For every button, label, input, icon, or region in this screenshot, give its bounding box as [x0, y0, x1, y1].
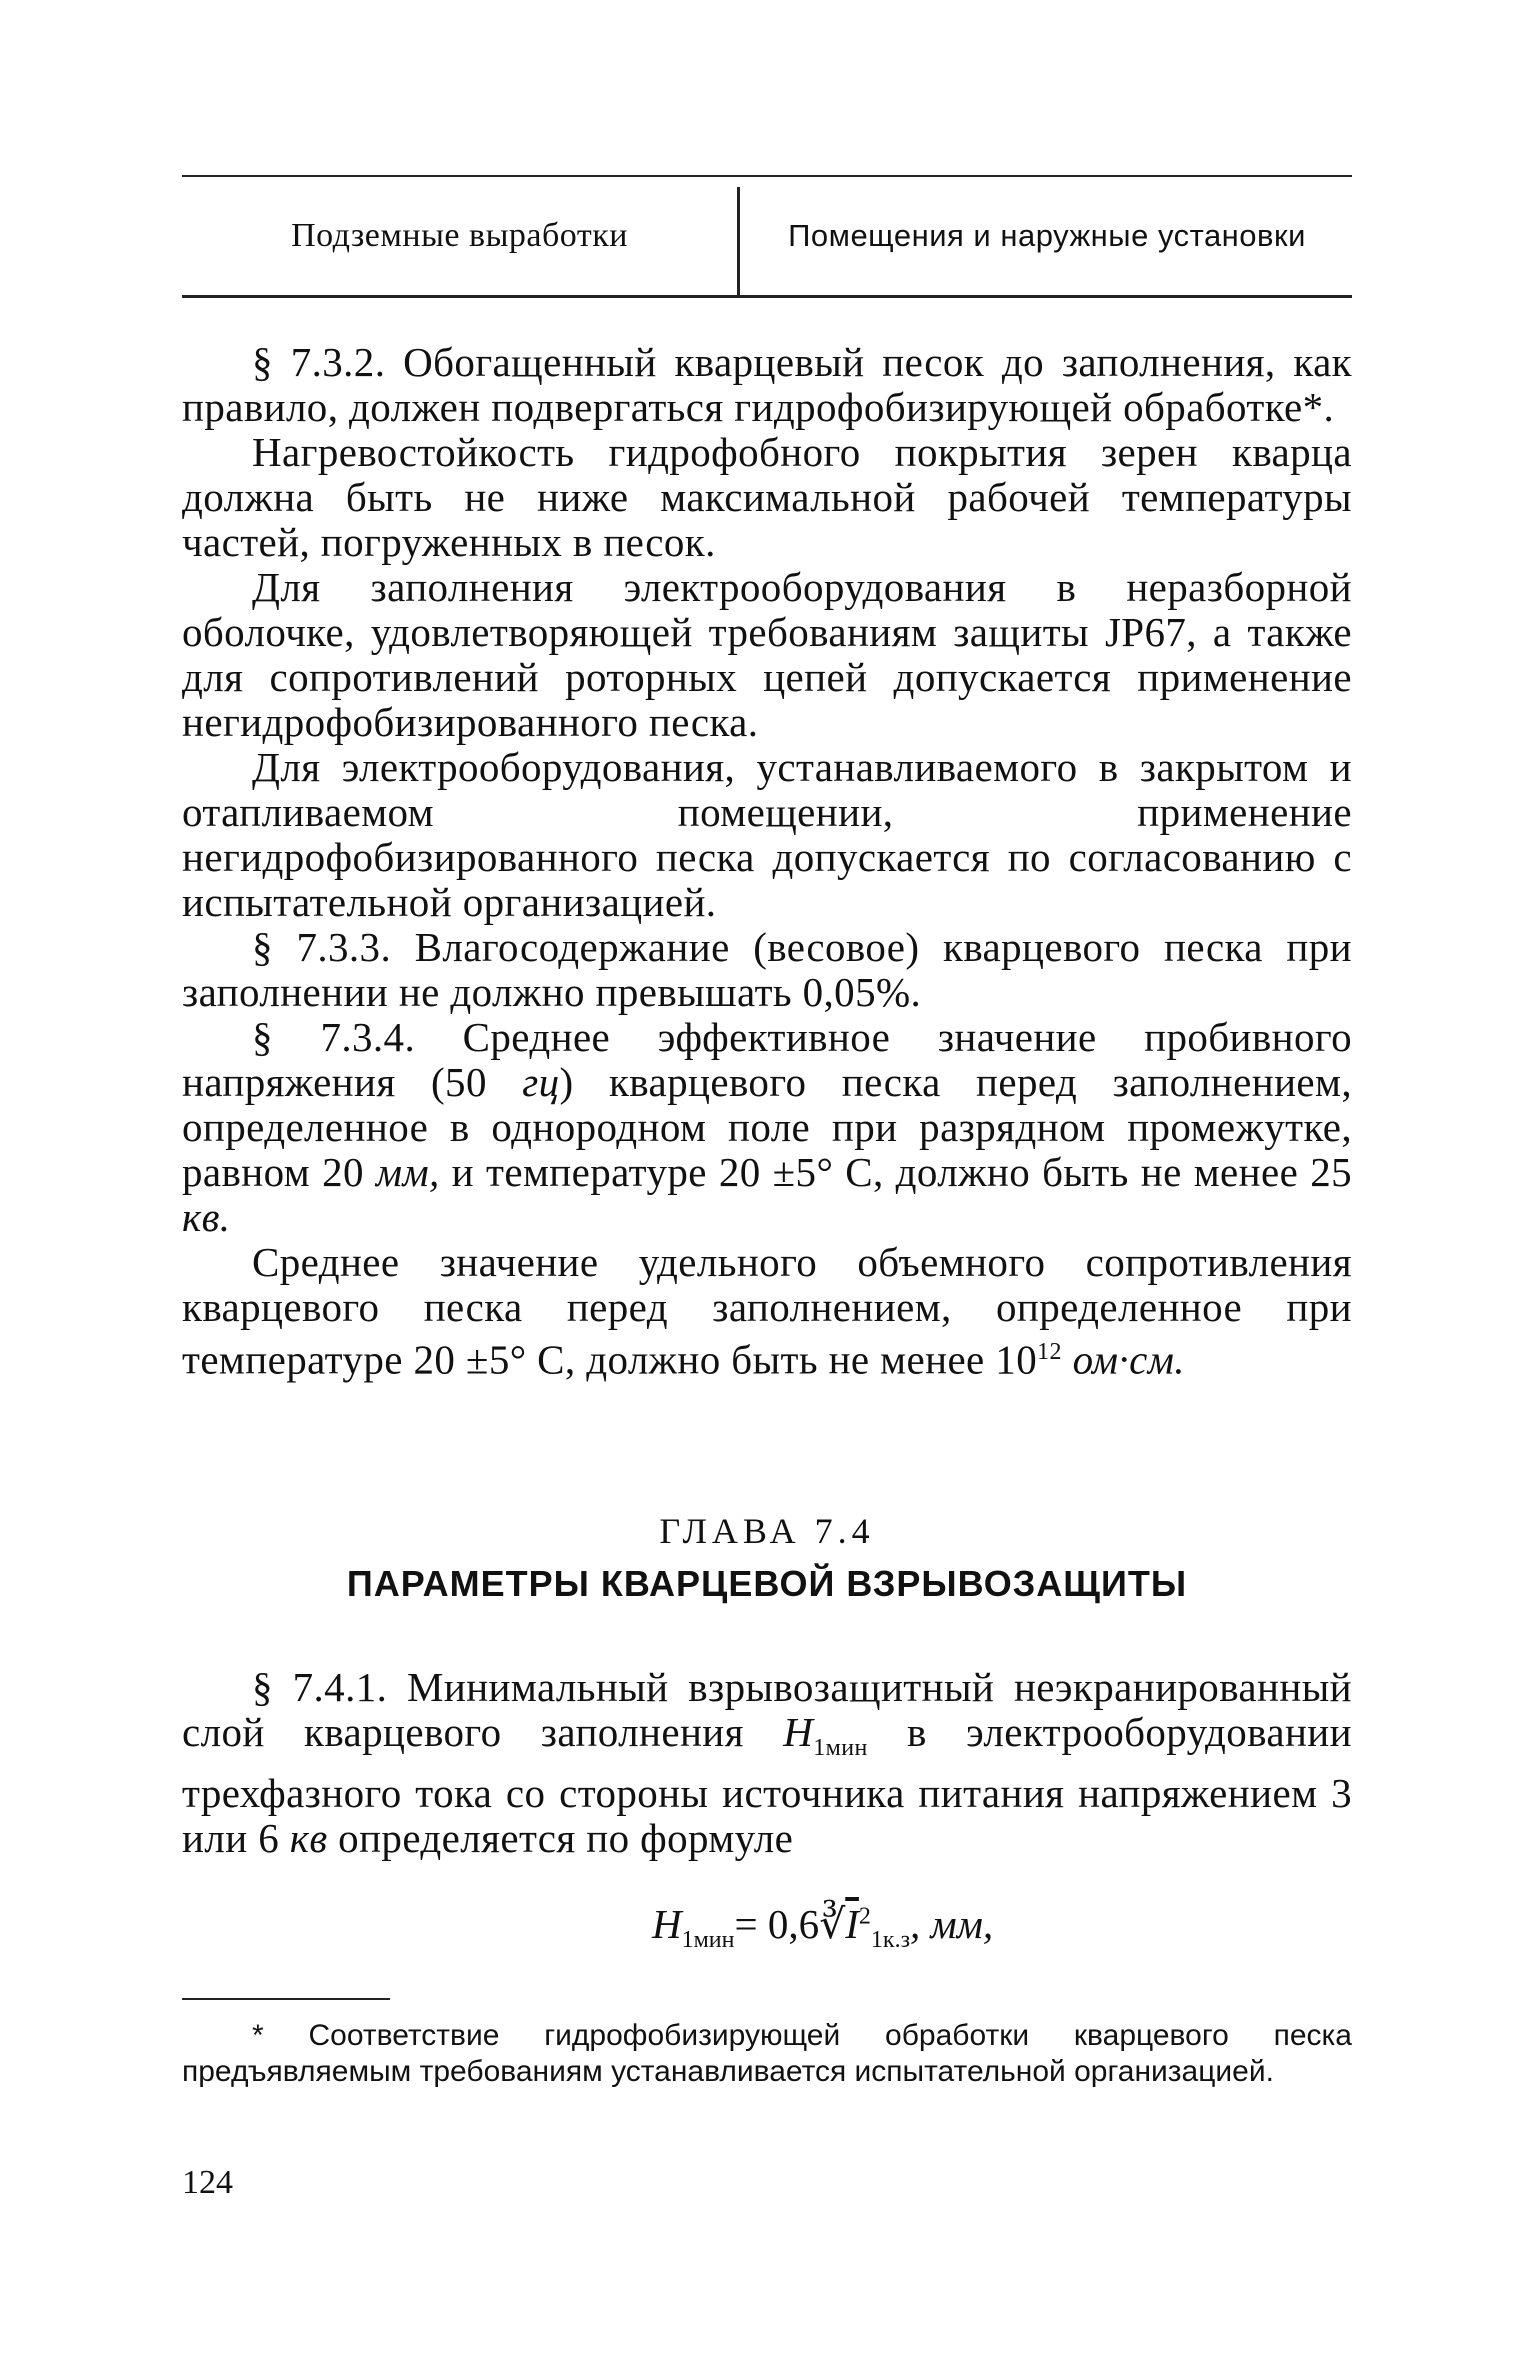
chapter-text — [182, 1665, 1352, 1861]
footnote: * Соответствие гидрофобизирующей обработки кварцевого песка предъявляемым требованиям устанавливается испытательной организацией. — [182, 2019, 1352, 2088]
document-page — [182, 0, 1352, 2362]
paragraph-7-4-1: § 7.4.1. Минимальный взрывозащитный неэкранированный слой кварцевого заполнения $H_{1мин}$ в электрооборудовании трехфазного тока со стороны источника питания напряжением 3 или 6 кв определяется по формуле — [182, 1664, 1352, 1862]
page-number: 124 — [182, 2164, 233, 2201]
paragraph-heat-resistance: Нагревостойкость гидрофобного покрытия зерен кварца должна быть не ниже максимальной рабочей температуры частей, погруженных в песок. — [182, 429, 1352, 565]
main-text — [182, 340, 1352, 1383]
footnote-rule — [182, 1998, 390, 2000]
chapter-label: ГЛАВА 7.4 — [659, 1511, 875, 1551]
running-header-table — [182, 175, 1352, 298]
header-right-cell: Помещения и наружные установки — [788, 218, 1306, 253]
formula: $H_{1мин}=$ $0,6∛\overline{I}^2_{1к.з}$, мм, — [652, 1901, 994, 1954]
header-left-cell: Подземные выработки — [291, 217, 628, 254]
paragraph-7-3-2: § 7.3.2. Обогащенный кварцевый песок до заполнения, как правило, должен подвергаться гидрофобизирующей обработке*. — [182, 339, 1352, 430]
paragraph-resistivity: Среднее значение удельного объемного сопротивления кварцевого песка перед заполнением, определенное при температуре 20 ±5° С, должно быть не менее $10^{12}$ ом·см. — [182, 1239, 1352, 1383]
paragraph-closed-room: Для электрооборудования, устанавливаемого в закрытом и отапливаемом помещении, применение негидрофобизированного песка допускается по согласованию с испытательной организацией. — [182, 744, 1352, 925]
paragraph-7-3-4: § 7.3.4. Среднее эффективное значение пробивного напряжения (50 гц) кварцевого песка перед заполнением, определенное в однородном поле при разрядном промежутке, равном 20 мм, и температуре 20 ±5° С, должно быть не менее 25 кв. — [182, 1014, 1353, 1240]
header-separator — [737, 187, 740, 297]
paragraph-jp67: Для заполнения электрооборудования в неразборной оболочке, удовлетворяющей требованиям защиты JP67, а также для сопротивлений роторных цепей допускается применение негидрофобизированного песка. — [182, 564, 1352, 745]
chapter-title: ПАРАМЕТРЫ КВАРЦЕВОЙ ВЗРЫВОЗАЩИТЫ — [346, 1563, 1188, 1604]
paragraph-7-3-3: § 7.3.3. Влагосодержание (весовое) кварцевого песка при заполнении не должно превышать 0,05%. — [182, 924, 1352, 1015]
